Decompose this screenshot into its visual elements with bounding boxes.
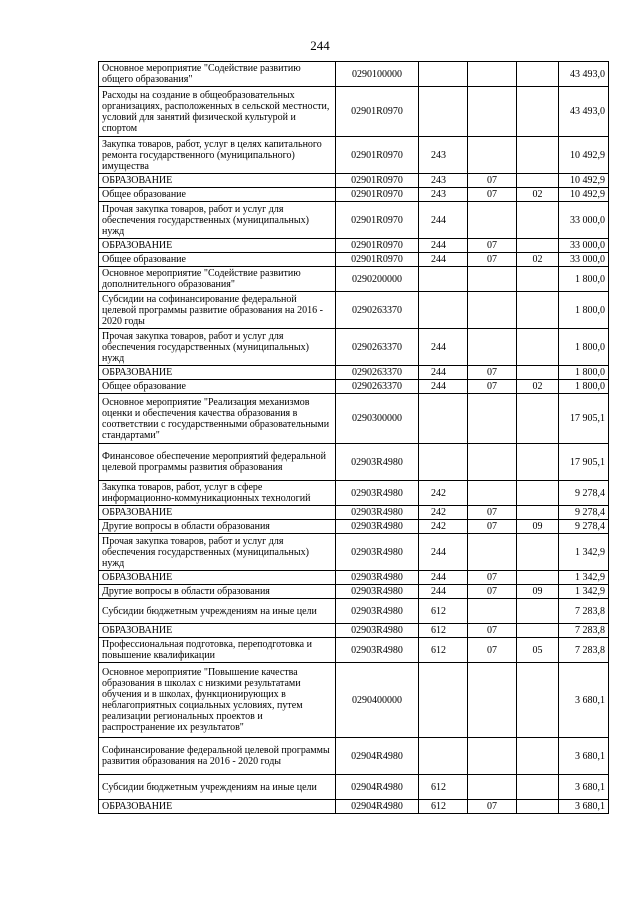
row-name: Прочая закупка товаров, работ и услуг для обеспечения государственных (муниципальных) нужд [99, 329, 336, 366]
section-code: 07 [468, 520, 517, 534]
target-code: 02903R4980 [336, 444, 419, 481]
section-code: 07 [468, 366, 517, 380]
amount: 1 800,0 [559, 366, 609, 380]
amount: 33 000,0 [559, 202, 609, 239]
expense-type: 244 [419, 239, 468, 253]
section-code [468, 663, 517, 738]
target-code: 02903R4980 [336, 599, 419, 624]
subsection-code [517, 87, 559, 137]
row-name: Основное мероприятие "Содействие развитию дополнительного образования" [99, 267, 336, 292]
amount: 1 800,0 [559, 329, 609, 366]
table-row [99, 62, 609, 87]
section-code [468, 62, 517, 87]
amount: 33 000,0 [559, 239, 609, 253]
amount: 3 680,1 [559, 775, 609, 800]
section-code: 07 [468, 188, 517, 202]
target-code: 02904R4980 [336, 738, 419, 775]
subsection-code [517, 174, 559, 188]
table-row [99, 738, 609, 775]
table-row [99, 571, 609, 585]
row-name: ОБРАЗОВАНИЕ [99, 800, 336, 814]
table-row [99, 800, 609, 814]
row-name: Закупка товаров, работ, услуг в сфере информационно-коммуникационных технологий [99, 481, 336, 506]
target-code: 0290200000 [336, 267, 419, 292]
table-row [99, 267, 609, 292]
subsection-code [517, 624, 559, 638]
section-code: 07 [468, 571, 517, 585]
expense-type: 244 [419, 366, 468, 380]
table-row [99, 188, 609, 202]
table-row [99, 638, 609, 663]
row-name: Расходы на создание в общеобразовательных организациях, расположенных в сельской местности, условий для занятий физической культурой и спортом [99, 87, 336, 137]
section-code [468, 738, 517, 775]
section-code: 07 [468, 506, 517, 520]
subsection-code [517, 239, 559, 253]
expense-type [419, 62, 468, 87]
row-name: ОБРАЗОВАНИЕ [99, 506, 336, 520]
amount: 43 493,0 [559, 87, 609, 137]
amount: 3 680,1 [559, 663, 609, 738]
table-row [99, 520, 609, 534]
subsection-code [517, 202, 559, 239]
amount: 17 905,1 [559, 444, 609, 481]
table-row [99, 534, 609, 571]
expense-type [419, 444, 468, 481]
amount: 1 342,9 [559, 571, 609, 585]
amount: 10 492,9 [559, 137, 609, 174]
target-code: 0290400000 [336, 663, 419, 738]
amount: 9 278,4 [559, 506, 609, 520]
row-name: ОБРАЗОВАНИЕ [99, 624, 336, 638]
subsection-code: 09 [517, 585, 559, 599]
section-code: 07 [468, 239, 517, 253]
expense-type: 244 [419, 253, 468, 267]
subsection-code: 05 [517, 638, 559, 663]
amount: 1 342,9 [559, 585, 609, 599]
expense-type [419, 394, 468, 444]
table-row [99, 506, 609, 520]
subsection-code: 02 [517, 380, 559, 394]
table-row [99, 380, 609, 394]
target-code: 02903R4980 [336, 638, 419, 663]
subsection-code [517, 599, 559, 624]
target-code: 0290263370 [336, 380, 419, 394]
subsection-code [517, 329, 559, 366]
section-code: 07 [468, 174, 517, 188]
amount: 9 278,4 [559, 481, 609, 506]
table-row [99, 444, 609, 481]
row-name: Другие вопросы в области образования [99, 520, 336, 534]
amount: 1 800,0 [559, 292, 609, 329]
row-name: Софинансирование федеральной целевой программы развития образования на 2016 - 2020 годы [99, 738, 336, 775]
target-code: 0290263370 [336, 329, 419, 366]
amount: 7 283,8 [559, 599, 609, 624]
target-code: 02903R4980 [336, 534, 419, 571]
subsection-code [517, 775, 559, 800]
row-name: Субсидии бюджетным учреждениям на иные цели [99, 775, 336, 800]
expense-type: 244 [419, 380, 468, 394]
table-row [99, 239, 609, 253]
row-name: ОБРАЗОВАНИЕ [99, 571, 336, 585]
subsection-code [517, 506, 559, 520]
target-code: 02903R4980 [336, 585, 419, 599]
target-code: 0290300000 [336, 394, 419, 444]
section-code [468, 87, 517, 137]
amount: 1 342,9 [559, 534, 609, 571]
table-row [99, 394, 609, 444]
row-name: Прочая закупка товаров, работ и услуг для обеспечения государственных (муниципальных) нужд [99, 534, 336, 571]
subsection-code [517, 267, 559, 292]
section-code [468, 137, 517, 174]
target-code: 02901R0970 [336, 174, 419, 188]
subsection-code [517, 481, 559, 506]
row-name: ОБРАЗОВАНИЕ [99, 239, 336, 253]
expense-type [419, 738, 468, 775]
expense-type: 244 [419, 202, 468, 239]
expense-type [419, 87, 468, 137]
subsection-code [517, 534, 559, 571]
section-code: 07 [468, 800, 517, 814]
expense-type: 244 [419, 585, 468, 599]
expense-type: 243 [419, 137, 468, 174]
table-body [99, 62, 609, 814]
expense-type: 612 [419, 624, 468, 638]
amount: 7 283,8 [559, 624, 609, 638]
subsection-code: 09 [517, 520, 559, 534]
expense-type: 242 [419, 520, 468, 534]
section-code [468, 329, 517, 366]
expense-type: 242 [419, 481, 468, 506]
subsection-code [517, 137, 559, 174]
table-row [99, 87, 609, 137]
expense-type: 612 [419, 599, 468, 624]
table-row [99, 366, 609, 380]
target-code: 02903R4980 [336, 624, 419, 638]
page-number: 244 [310, 38, 330, 53]
target-code: 02903R4980 [336, 520, 419, 534]
amount: 9 278,4 [559, 520, 609, 534]
target-code: 0290100000 [336, 62, 419, 87]
section-code: 07 [468, 253, 517, 267]
subsection-code: 02 [517, 188, 559, 202]
row-name: Профессиональная подготовка, переподготовка и повышение квалификации [99, 638, 336, 663]
expense-type: 243 [419, 188, 468, 202]
target-code: 02901R0970 [336, 202, 419, 239]
table-row [99, 481, 609, 506]
target-code: 02903R4980 [336, 506, 419, 520]
table-row [99, 202, 609, 239]
amount: 3 680,1 [559, 738, 609, 775]
target-code: 02904R4980 [336, 800, 419, 814]
section-code: 07 [468, 638, 517, 663]
expense-type [419, 663, 468, 738]
target-code: 02903R4980 [336, 481, 419, 506]
subsection-code [517, 800, 559, 814]
row-name: Общее образование [99, 253, 336, 267]
expense-type: 243 [419, 174, 468, 188]
expense-type [419, 292, 468, 329]
amount: 43 493,0 [559, 62, 609, 87]
expense-type [419, 267, 468, 292]
row-name: Финансовое обеспечение мероприятий федеральной целевой программы развития образования [99, 444, 336, 481]
target-code: 02901R0970 [336, 253, 419, 267]
amount: 17 905,1 [559, 394, 609, 444]
section-code: 07 [468, 380, 517, 394]
amount: 33 000,0 [559, 253, 609, 267]
table-row [99, 174, 609, 188]
target-code: 02901R0970 [336, 239, 419, 253]
row-name: Общее образование [99, 380, 336, 394]
amount: 1 800,0 [559, 380, 609, 394]
row-name: Прочая закупка товаров, работ и услуг для обеспечения государственных (муниципальных) нужд [99, 202, 336, 239]
section-code [468, 292, 517, 329]
row-name: ОБРАЗОВАНИЕ [99, 366, 336, 380]
subsection-code [517, 738, 559, 775]
target-code: 02901R0970 [336, 137, 419, 174]
table-row [99, 137, 609, 174]
section-code [468, 534, 517, 571]
subsection-code: 02 [517, 253, 559, 267]
section-code [468, 267, 517, 292]
amount: 7 283,8 [559, 638, 609, 663]
subsection-code [517, 444, 559, 481]
section-code: 07 [468, 624, 517, 638]
section-code [468, 202, 517, 239]
subsection-code [517, 663, 559, 738]
amount: 10 492,9 [559, 174, 609, 188]
target-code: 0290263370 [336, 366, 419, 380]
row-name: Закупка товаров, работ, услуг в целях капитального ремонта государственного (муниципального) имущества [99, 137, 336, 174]
table-row [99, 599, 609, 624]
amount: 10 492,9 [559, 188, 609, 202]
expense-type: 612 [419, 775, 468, 800]
row-name: Основное мероприятие "Реализация механизмов оценки и обеспечения качества образования в соответствии с государственными образовательными стандартами" [99, 394, 336, 444]
target-code: 02901R0970 [336, 188, 419, 202]
row-name: Основное мероприятие "Повышение качества образования в школах с низкими результатами обучения и в школах, функционирующих в неблагоприятных социальных условиях, путем реализации региональных проектов и распространение их результатов" [99, 663, 336, 738]
table-row [99, 775, 609, 800]
expense-type: 244 [419, 329, 468, 366]
row-name: Субсидии бюджетным учреждениям на иные цели [99, 599, 336, 624]
target-code: 02901R0970 [336, 87, 419, 137]
row-name: Субсидии на софинансирование федеральной целевой программы развитие образования на 2016 - 2020 годы [99, 292, 336, 329]
target-code: 02903R4980 [336, 571, 419, 585]
subsection-code [517, 292, 559, 329]
expense-type: 612 [419, 638, 468, 663]
subsection-code [517, 366, 559, 380]
row-name: Другие вопросы в области образования [99, 585, 336, 599]
subsection-code [517, 62, 559, 87]
expense-type: 612 [419, 800, 468, 814]
subsection-code [517, 571, 559, 585]
section-code [468, 394, 517, 444]
amount: 1 800,0 [559, 267, 609, 292]
target-code: 0290263370 [336, 292, 419, 329]
subsection-code [517, 394, 559, 444]
section-code [468, 599, 517, 624]
table-row [99, 253, 609, 267]
expense-type: 242 [419, 506, 468, 520]
expense-type: 244 [419, 534, 468, 571]
target-code: 02904R4980 [336, 775, 419, 800]
table-row [99, 329, 609, 366]
section-code [468, 775, 517, 800]
amount: 3 680,1 [559, 800, 609, 814]
budget-table [98, 61, 609, 814]
row-name: ОБРАЗОВАНИЕ [99, 174, 336, 188]
expense-type: 244 [419, 571, 468, 585]
row-name: Общее образование [99, 188, 336, 202]
section-code [468, 444, 517, 481]
row-name: Основное мероприятие "Содействие развитию общего образования" [99, 62, 336, 87]
table-row [99, 624, 609, 638]
table-row [99, 292, 609, 329]
section-code [468, 481, 517, 506]
table-row [99, 663, 609, 738]
table-row [99, 585, 609, 599]
section-code: 07 [468, 585, 517, 599]
